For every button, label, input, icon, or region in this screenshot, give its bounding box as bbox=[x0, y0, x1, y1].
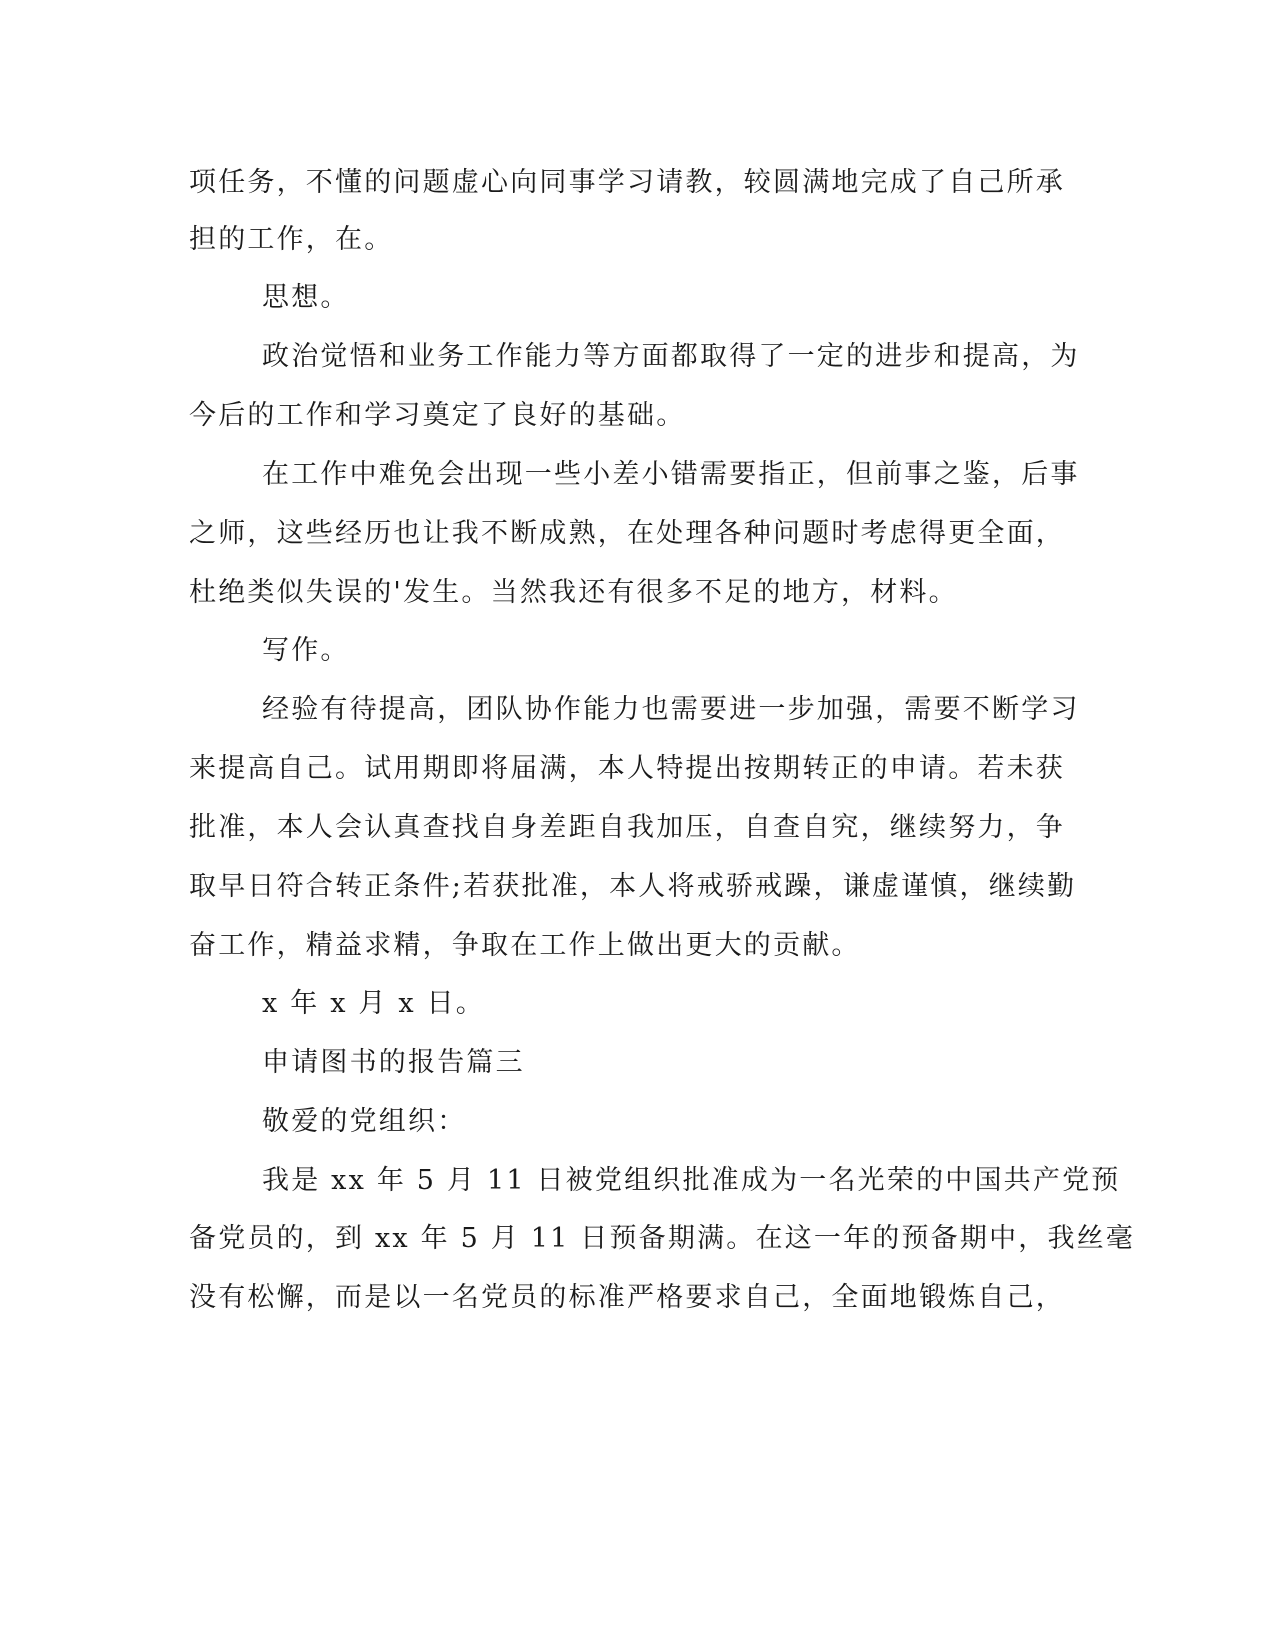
text-line: 来提高自己。试用期即将届满，本人特提出按期转正的申请。若未获 bbox=[189, 753, 1065, 784]
date-line: x 年 x 月 x 日。 bbox=[262, 988, 485, 1019]
text-line: 没有松懈，而是以一名党员的标准严格要求自己，全面地锻炼自己， bbox=[189, 1282, 1065, 1313]
text-line: 项任务，不懂的问题虚心向同事学习请教，较圆满地完成了自己所承 bbox=[189, 167, 1065, 198]
section-heading: 申请图书的报告篇三 bbox=[262, 1047, 525, 1078]
text-line: 担的工作，在。 bbox=[189, 224, 394, 255]
text-line: 备党员的，到 xx 年 5 月 11 日预备期满。在这一年的预备期中，我丝毫 bbox=[189, 1223, 1136, 1254]
text-line: 之师，这些经历也让我不断成熟，在处理各种问题时考虑得更全面， bbox=[189, 518, 1065, 549]
text-line: 写作。 bbox=[262, 635, 350, 666]
text-line: 今后的工作和学习奠定了良好的基础。 bbox=[189, 400, 686, 431]
salutation: 敬爱的党组织： bbox=[262, 1106, 467, 1137]
text-line: 思想。 bbox=[262, 282, 350, 313]
text-line: 在工作中难免会出现一些小差小错需要指正，但前事之鉴，后事 bbox=[262, 459, 1080, 490]
text-line: 我是 xx 年 5 月 11 日被党组织批准成为一名光荣的中国共产党预 bbox=[262, 1165, 1121, 1196]
text-line: 政治觉悟和业务工作能力等方面都取得了一定的进步和提高，为 bbox=[262, 341, 1080, 372]
text-line: 奋工作，精益求精，争取在工作上做出更大的贡献。 bbox=[189, 930, 861, 961]
text-line: 经验有待提高，团队协作能力也需要进一步加强，需要不断学习 bbox=[262, 694, 1080, 725]
text-line: 杜绝类似失误的'发生。当然我还有很多不足的地方，材料。 bbox=[189, 577, 958, 608]
text-line: 取早日符合转正条件;若获批准，本人将戒骄戒躁，谦虚谨慎，继续勤 bbox=[189, 871, 1077, 902]
text-line: 批准，本人会认真查找自身差距自我加压，自查自究，继续努力，争 bbox=[189, 812, 1065, 843]
